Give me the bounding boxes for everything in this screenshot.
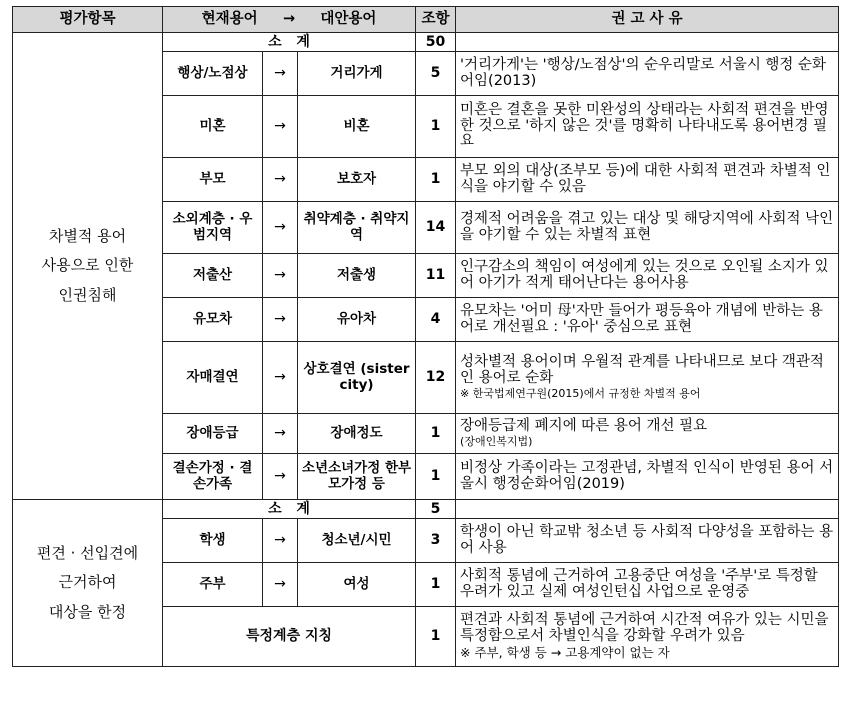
reason-text: 비정상 가족이라는 고정관념, 차별적 인식이 반영된 용어 서울시 행정순화어임(2019) <box>460 459 834 492</box>
alternative-term: 보호자 <box>298 158 416 202</box>
section1-category-line1: 차별적 용어 <box>48 227 127 246</box>
section1-category <box>13 33 163 500</box>
current-term: 부모 <box>163 158 263 202</box>
current-term: 장애등급 <box>163 414 263 454</box>
section2-subtotal-value: 5 <box>416 500 456 519</box>
alternative-term: 여성 <box>298 563 416 607</box>
reason-text: 성차별적 용어이며 우월적 관계를 나타내므로 보다 객관적인 용어로 순화 <box>460 354 824 386</box>
alternative-term: 거리가게 <box>298 52 416 96</box>
reason <box>456 52 839 96</box>
arrow: → <box>263 298 298 342</box>
section2-category-line1: 편견 · 선입견에 <box>36 544 139 563</box>
clause-count: 4 <box>416 298 456 342</box>
reason-text: 학생이 아닌 학교밖 청소년 등 사회적 다양성을 포함하는 용어 사용 <box>460 523 834 556</box>
section1-subtotal-label: 소 계 <box>163 33 416 52</box>
current-term: 소외계층 · 우범지역 <box>163 202 263 254</box>
clause-count: 1 <box>416 158 456 202</box>
reason <box>456 202 839 254</box>
section2-category-line3: 대상을 한정 <box>48 602 127 621</box>
reason-text: '거리가게'는 '행상/노점상'의 순우리말로 서울시 행정 순화어임(2013) <box>460 56 827 89</box>
section1-subtotal-value: 50 <box>416 33 456 52</box>
reason-text: 장애등급제 폐지에 따른 용어 개선 필요 <box>460 418 708 435</box>
alternative-term: 유아차 <box>298 298 416 342</box>
section2-subtotal-row <box>13 500 839 519</box>
arrow: → <box>263 52 298 96</box>
reason-note: ※ 주부, 학생 등 → 고용계약이 없는 자 <box>460 644 670 660</box>
section2-subtotal-empty <box>456 500 839 519</box>
current-term: 주부 <box>163 563 263 607</box>
reason <box>456 563 839 607</box>
header-terms <box>163 7 416 33</box>
reason-note: (장애인복지법) <box>460 434 533 448</box>
arrow: → <box>263 158 298 202</box>
arrow: → <box>263 563 298 607</box>
alternative-term: 청소년/시민 <box>298 519 416 563</box>
clause-count: 1 <box>416 607 456 667</box>
alternative-term: 상호결연 (sister city) <box>298 342 416 414</box>
reason <box>456 519 839 563</box>
reason-text: 미혼은 결혼을 못한 미완성의 상태라는 사회적 편견을 반영한 것으로 '하지 않은 것'를 명확히 나타내도록 용어변경 필요 <box>460 102 829 150</box>
arrow: → <box>263 519 298 563</box>
current-term: 저출산 <box>163 254 263 298</box>
reason <box>456 96 839 158</box>
header-alternative: 대안용어 <box>320 11 377 28</box>
clause-count: 1 <box>416 96 456 158</box>
arrow: → <box>263 454 298 500</box>
header-row <box>13 7 839 33</box>
section1-subtotal-row <box>13 33 839 52</box>
reason <box>456 254 839 298</box>
reason <box>456 607 839 667</box>
reason-note: ※ 한국법제연구원(2015)에서 규정한 차별적 용어 <box>460 386 701 400</box>
section2-subtotal-label: 소 계 <box>163 500 416 519</box>
section1-subtotal-empty <box>456 33 839 52</box>
arrow: → <box>263 96 298 158</box>
arrow: → <box>263 202 298 254</box>
header-count: 조항 <box>416 7 456 33</box>
current-term: 결손가정 · 결손가족 <box>163 454 263 500</box>
clause-count: 12 <box>416 342 456 414</box>
section2-category-line2: 근거하여 <box>58 573 117 592</box>
current-term: 미혼 <box>163 96 263 158</box>
reason <box>456 298 839 342</box>
clause-count: 1 <box>416 454 456 500</box>
clause-count: 5 <box>416 52 456 96</box>
alternative-term: 소년소녀가정 한부모가정 등 <box>298 454 416 500</box>
section1-category-line3: 인권침해 <box>58 285 117 304</box>
alternative-term: 비혼 <box>298 96 416 158</box>
current-term: 자매결연 <box>163 342 263 414</box>
special-term: 특정계층 지칭 <box>163 607 416 667</box>
header-reason: 권 고 사 유 <box>456 7 839 33</box>
arrow: → <box>263 342 298 414</box>
current-term: 학생 <box>163 519 263 563</box>
section1-category-line2: 사용으로 인한 <box>41 256 134 275</box>
reason <box>456 158 839 202</box>
header-current: 현재용어 <box>201 11 258 28</box>
evaluation-table <box>12 6 839 667</box>
current-term: 유모차 <box>163 298 263 342</box>
alternative-term: 장애정도 <box>298 414 416 454</box>
clause-count: 11 <box>416 254 456 298</box>
arrow: → <box>263 254 298 298</box>
clause-count: 3 <box>416 519 456 563</box>
reason-text: 부모 외의 대상(조부모 등)에 대한 사회적 편견과 차별적 인식을 야기할 수 있음 <box>460 162 831 195</box>
header-category: 평가항목 <box>13 7 163 33</box>
header-arrow: → <box>282 11 296 28</box>
alternative-term: 저출생 <box>298 254 416 298</box>
reason-text: 편견과 사회적 통념에 근거하여 시간적 여유가 있는 시민을 특정함으로서 차별인식을 강화할 우려가 있음 <box>460 612 829 644</box>
reason-text: 인구감소의 책임이 여성에게 있는 것으로 오인될 소지가 있어 아기가 적게 태어난다는 용어사용 <box>460 258 829 291</box>
reason <box>456 454 839 500</box>
reason <box>456 342 839 414</box>
reason-text: 경제적 어려움을 겪고 있는 대상 및 해당지역에 사회적 낙인을 야기할 수 있는 차별적 표현 <box>460 210 834 243</box>
arrow: → <box>263 414 298 454</box>
reason <box>456 414 839 454</box>
clause-count: 1 <box>416 414 456 454</box>
reason-text: 유모차는 '어미 母'자만 들어가 평등육아 개념에 반하는 용어로 개선필요 : '유아' 중심으로 표현 <box>460 302 823 335</box>
current-term: 행상/노점상 <box>163 52 263 96</box>
clause-count: 14 <box>416 202 456 254</box>
clause-count: 1 <box>416 563 456 607</box>
reason-text: 사회적 통념에 근거하여 고용중단 여성을 '주부'로 특정할 우려가 있고 실제 여성인턴십 사업으로 운영중 <box>460 567 818 600</box>
section2-category <box>13 500 163 667</box>
alternative-term: 취약계층 · 취약지역 <box>298 202 416 254</box>
